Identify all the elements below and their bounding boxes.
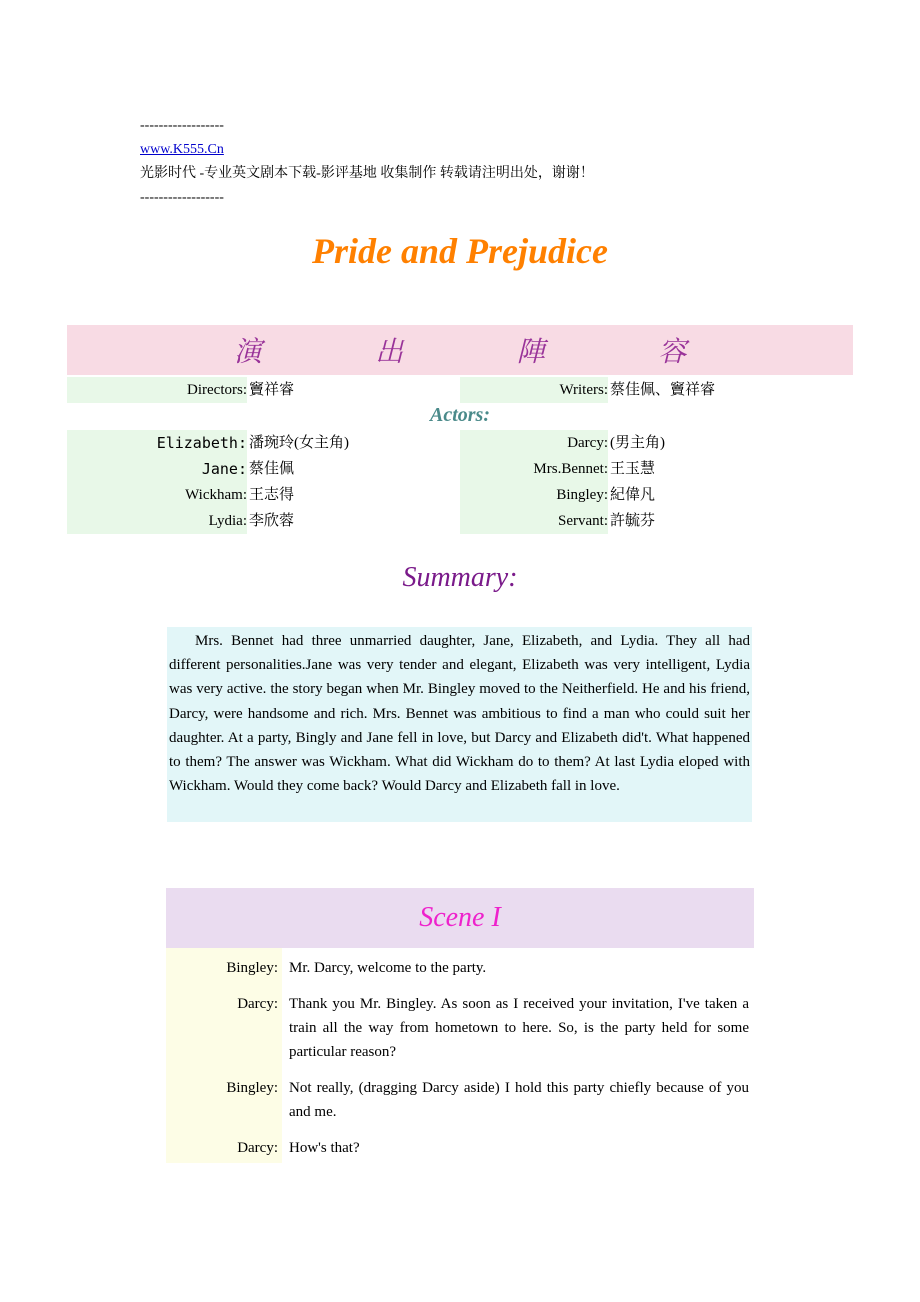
actor-name-left: 李欣蓉 (249, 513, 295, 529)
cast-banner-char: 出 (375, 337, 404, 368)
dialog-line: Thank you Mr. Bingley. As soon as I received your invitation, I've taken a train all the way from hometown to here. So, is the party held for some particular reason? (289, 996, 749, 1060)
actor-role-right: Darcy: (460, 430, 608, 456)
dialog-speaker: Bingley: (226, 960, 278, 976)
writers-value: 蔡佳佩、竇祥睿 (610, 382, 716, 398)
cast-banner (67, 325, 853, 375)
actor-name-right: 紀偉凡 (610, 487, 656, 503)
summary-heading: Summary: (402, 562, 518, 593)
dialog-speaker: Bingley: (226, 1080, 278, 1096)
page-title: Pride and Prejudice (312, 231, 608, 271)
actor-role-right: Mrs.Bennet: (460, 456, 608, 482)
actor-name-left: 蔡佳佩 (249, 461, 295, 477)
site-link[interactable]: www.K555.Cn (140, 142, 224, 157)
dialog-line: Not really, (dragging Darcy aside) I hold this party chiefly because of you and me. (289, 1080, 749, 1120)
dialog-speaker: Darcy: (237, 1140, 278, 1156)
dialog-speaker: Darcy: (237, 996, 278, 1012)
cast-banner-char: 陣 (516, 337, 545, 368)
speaker-column (166, 948, 282, 1163)
actor-name-left: 潘琬玲(女主角) (249, 435, 349, 451)
writers-label: Writers: (460, 377, 608, 403)
summary-text: Mrs. Bennet had three unmarried daughter, Jane, Elizabeth, and Lydia. They all had different personalities.Jane was very tender and elegant, Elizabeth was very intelligent, Lydia was very active. the story began when Mr. Bingley moved to the Neitherfield. He and his friend, Darcy, were handsome and rich. Mrs. Bennet was ambitious to find a man who could suit her daughter. At a party, Bingly and Jane fell in love, but Darcy and Elizabeth did't. What happened to them? The answer was Wickham. What did Wickham do to them? At last Lydia eloped with Wickham. Would they come back? Would Darcy and Elizabeth fall in love. (167, 627, 752, 822)
header-tagline: 光影时代 -专业英文剧本下载-影评基地 收集制作 转载请注明出处，谢谢！ (140, 166, 594, 181)
cast-banner-char: 容 (658, 337, 687, 368)
actor-name-right: 許毓芬 (610, 513, 656, 529)
actors-heading: Actors: (430, 404, 490, 426)
cast-banner-char: 演 (233, 337, 262, 368)
actor-role-right: Bingley: (460, 482, 608, 508)
actor-name-right: 王玉慧 (610, 461, 656, 477)
directors-label: Directors: (67, 377, 247, 403)
directors-value: 竇祥睿 (249, 382, 295, 398)
dialog-line: Mr. Darcy, welcome to the party. (289, 960, 487, 976)
actor-role-left: Wickham: (67, 482, 247, 508)
actor-name-left: 王志得 (249, 487, 295, 503)
scene-heading: Scene I (166, 888, 754, 948)
header-dashes-top: ------------------ (140, 118, 224, 133)
actor-role-left: Elizabeth: (67, 430, 247, 456)
dialog-line: How's that? (289, 1140, 360, 1156)
header-dashes-bottom: ------------------ (140, 190, 224, 205)
actor-role-right: Servant: (460, 508, 608, 534)
actor-role-left: Lydia: (67, 508, 247, 534)
actor-name-right: (男主角) (610, 435, 665, 451)
actor-role-left: Jane: (67, 456, 247, 482)
